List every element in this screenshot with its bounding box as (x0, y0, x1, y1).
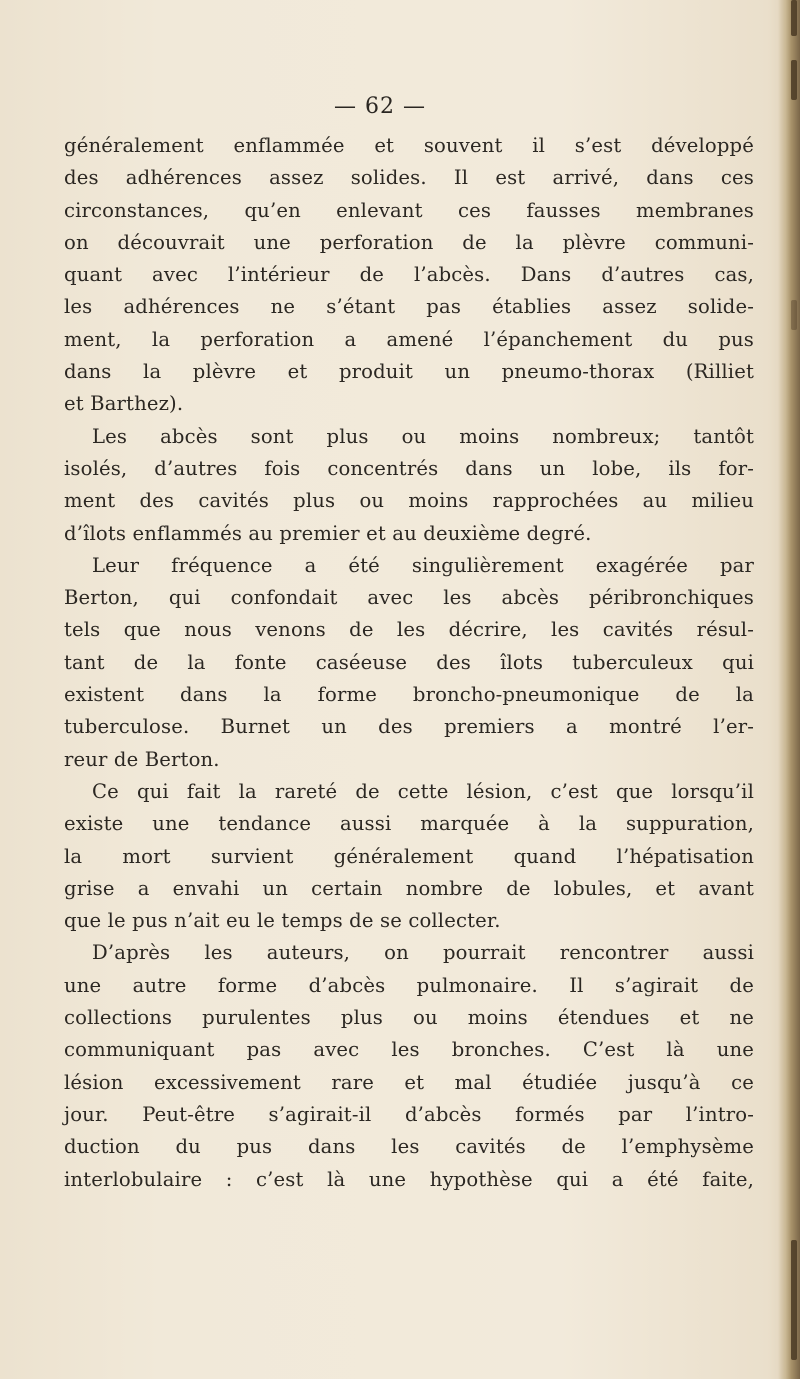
text-line: existe une tendance aussi marquée à la suppuration, (64, 812, 754, 836)
text-line: communiquant pas avec les bronches. C’est là une (64, 1038, 754, 1062)
text-line: on découvrait une perforation de la plèvre communi- (64, 230, 754, 254)
text-line: jour. Peut-être s’agirait-il d’abcès formés par l’intro- (64, 1102, 754, 1126)
text-line: d’îlots enflammés au premier et au deuxième degré. (64, 521, 592, 545)
text-line: duction du pus dans les cavités de l’emphysème (64, 1135, 754, 1159)
text-line: tuberculose. Burnet un des premiers a montré l’er- (64, 715, 754, 739)
text-line: Ce qui fait la rareté de cette lésion, c’est que lorsqu’il (92, 779, 754, 803)
text-line: les adhérences ne s’étant pas établies assez solide- (64, 295, 754, 319)
edge-mark (791, 1240, 797, 1360)
text-line: et Barthez). (64, 392, 184, 416)
text-line: isolés, d’autres fois concentrés dans un lobe, ils for- (64, 456, 754, 480)
page-number: — 62 — (334, 94, 426, 119)
text-line: ment des cavités plus ou moins rapprochées au milieu (64, 489, 754, 513)
edge-mark (791, 300, 797, 330)
text-line: Leur fréquence a été singulièrement exagérée par (92, 553, 754, 577)
body-text (64, 130, 754, 1196)
text-line: quant avec l’intérieur de l’abcès. Dans d’autres cas, (64, 263, 754, 287)
page-binding-edge (778, 0, 800, 1379)
text-line: existent dans la forme broncho-pneumonique de la (64, 683, 754, 707)
edge-mark (791, 0, 797, 36)
text-line: des adhérences assez solides. Il est arrivé, dans ces (64, 166, 754, 190)
text-line: D’après les auteurs, on pourrait rencontrer aussi (92, 941, 754, 965)
text-line: interlobulaire : c’est là une hypothèse qui a été faite, (64, 1167, 754, 1191)
text-line: tels que nous venons de les décrire, les cavités résul- (64, 618, 754, 642)
text-line: que le pus n’ait eu le temps de se collecter. (64, 909, 501, 933)
text-line: généralement enflammée et souvent il s’est développé (64, 134, 754, 157)
text-line: tant de la fonte caséeuse des îlots tuberculeux qui (64, 650, 754, 674)
text-line: Berton, qui confondait avec les abcès péribronchiques (64, 586, 754, 610)
text-line: ment, la perforation a amené l’épanchement du pus (64, 327, 754, 351)
text-line: la mort survient généralement quand l’hépatisation (64, 844, 754, 868)
text-line: circonstances, qu’en enlevant ces fausses membranes (64, 198, 754, 222)
text-line: reur de Berton. (64, 747, 220, 771)
text-line: collections purulentes plus ou moins étendues et ne (64, 1006, 754, 1030)
edge-mark (791, 60, 797, 100)
text-line: lésion excessivement rare et mal étudiée jusqu’à ce (64, 1070, 754, 1094)
text-line: dans la plèvre et produit un pneumo-thorax (Rilliet (64, 360, 754, 384)
text-line: grise a envahi un certain nombre de lobules, et avant (64, 876, 754, 900)
text-line: Les abcès sont plus ou moins nombreux; tantôt (92, 424, 754, 448)
text-line: une autre forme d’abcès pulmonaire. Il s’agirait de (64, 973, 754, 997)
